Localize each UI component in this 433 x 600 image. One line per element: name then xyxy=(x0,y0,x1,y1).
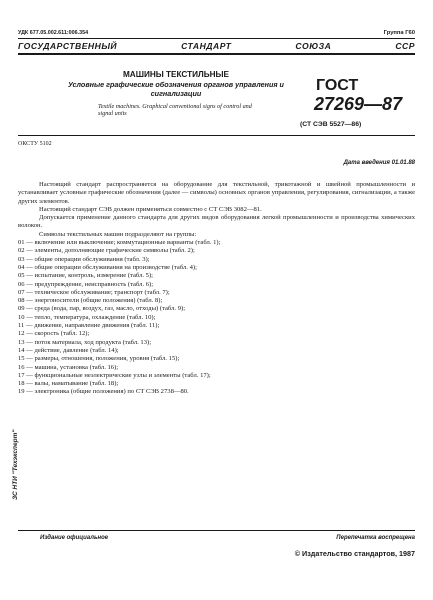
list-item: 01 — включение или выключение; коммутационные варианты (табл. 1); xyxy=(18,239,221,247)
list-item: 10 — тепло, температура, охлаждение (табл. 10); xyxy=(18,313,156,321)
list-item: 03 — общие операции обслуживания (табл. 3); xyxy=(18,255,150,263)
list-item: 14 — действие, давление (табл. 14); xyxy=(18,346,119,354)
document-title: МАШИНЫ ТЕКСТИЛЬНЫЕ xyxy=(122,70,229,79)
list-item: 19 — электроника (общие положения) по СТ СЭВ 2738—80. xyxy=(18,388,189,396)
list-item: 04 — общие операции обслуживания на производстве (табл. 4); xyxy=(18,263,197,271)
official-edition: Издание официальное xyxy=(40,535,109,541)
okstu-code: ОКСТУ 5102 xyxy=(18,141,52,147)
reprint-notice: Перепечатка воспрещена xyxy=(336,535,415,541)
list-item: 17 — функциональные неэлектрические узлы и элементы (табл. 17); xyxy=(18,371,211,379)
state-standard-heading xyxy=(18,41,415,51)
gost-label: ГОСТ xyxy=(316,77,359,94)
list-item: 09 — среда (вода, пар, воздух, газ, масло, отходы) (табл. 9); xyxy=(18,305,186,313)
list-item: 16 — машина, установка (табл. 16); xyxy=(18,363,119,371)
list-item: 18 — валы, наматывание (табл. 18); xyxy=(18,380,119,388)
document-body xyxy=(18,181,415,397)
list-item: 06 — предупреждение, неисправность (табл. 6); xyxy=(18,280,154,288)
state-word: СОЮЗА xyxy=(295,41,332,51)
side-stamp: ЗС НТИ "Техэксперт" xyxy=(12,429,19,500)
introduction-date: Дата введения 01.01.88 xyxy=(343,160,415,166)
list-item: 12 — скорость (табл. 12); xyxy=(18,330,90,338)
list-item: 07 — техническое обслуживание; транспорт (табл. 7); xyxy=(18,288,170,296)
document-subtitle: Условные графические обозначения органов управления и сигнализации xyxy=(68,80,284,99)
gost-number: 27269—87 xyxy=(314,94,403,114)
paragraph: Настоящий стандарт СЭВ должен применяться совместно с СТ СЭВ 3082—81. xyxy=(39,205,262,213)
english-title: Textile machines. Graphical conventional signs of control and signal units xyxy=(98,103,252,118)
list-item: 15 — размеры, отношения, положения, уровня (табл. 15); xyxy=(18,355,180,363)
sev-reference: (СТ СЭВ 5527—86) xyxy=(300,121,362,128)
list-item: 08 — энергоносители (общие положения) (табл. 8); xyxy=(18,297,163,305)
state-word: СТАНДАРТ xyxy=(181,41,232,51)
paragraph: Допускается применение данного стандарта для других видов оборудования легкой промышленности и производства химических волокон. xyxy=(18,214,415,230)
udk-code: УДК 677.05.002.611:006.354 xyxy=(18,30,89,36)
copyright: © Издательство стандартов, 1987 xyxy=(294,549,415,558)
paragraph: Настоящий стандарт распространяется на оборудование для текстильной, трикотажной и швейной промышленности и устанавливает условные графические обозначения (далее — символы) основных органов управления, регулирования, сигнализации, а также других элементов. xyxy=(18,181,415,205)
header-rule-top xyxy=(18,38,415,39)
title-rule xyxy=(18,135,415,136)
list-item: 05 — испытание, контроль, измерение (табл. 5); xyxy=(18,272,154,280)
list-item: 13 — поток материала, ход продукта (табл. 13); xyxy=(18,338,152,346)
symbol-groups-list xyxy=(18,239,415,397)
list-item: 02 — элементы, дополняющие графические символы (табл. 2); xyxy=(18,247,195,255)
group-code: Группа Г60 xyxy=(383,30,415,36)
paragraph: Символы текстильных машин подразделяют на группы: xyxy=(39,230,197,238)
state-word: ГОСУДАРСТВЕННЫЙ xyxy=(18,41,118,51)
list-item: 11 — движение, направление движения (табл. 11); xyxy=(18,322,160,330)
header-rule-bottom xyxy=(18,53,415,55)
footer-rule xyxy=(18,530,415,531)
state-word: ССР xyxy=(395,41,415,51)
